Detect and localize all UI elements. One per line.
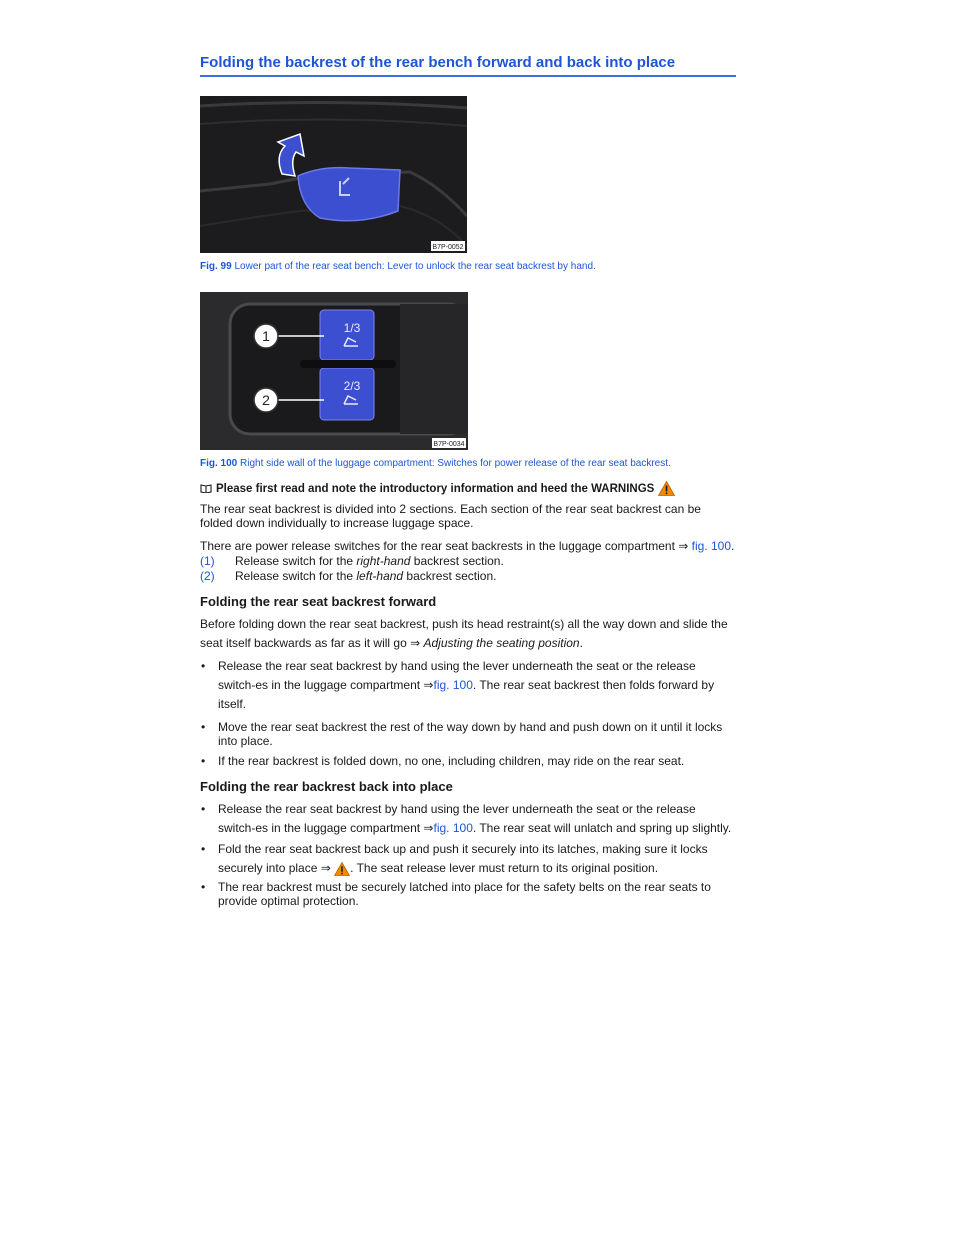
figure-99-image bbox=[200, 96, 467, 253]
figure-100-number: Fig. 100 bbox=[200, 458, 238, 469]
paragraph-switches bbox=[200, 539, 736, 553]
list-item bbox=[200, 554, 736, 568]
paragraph-sections: The rear seat backrest is divided into 2 sections. Each section of the rear seat backrest can be folded down individually to increase luggage space. bbox=[200, 502, 701, 530]
bullet-dot: • bbox=[201, 802, 206, 816]
bullet-item bbox=[200, 840, 736, 878]
bullet-item bbox=[200, 720, 736, 748]
bullet-text: If the rear backrest is folded down, no one, including children, may ride on the rear seat. bbox=[218, 754, 685, 768]
figure-99-number: Fig. 99 bbox=[200, 261, 232, 272]
figure-100-code: B7P-0034 bbox=[433, 441, 465, 448]
adjusting-seat-link[interactable]: Adjusting the seating position bbox=[423, 636, 580, 650]
warning-icon[interactable] bbox=[334, 862, 350, 876]
fig-100-link[interactable]: fig. 100 bbox=[433, 678, 473, 692]
bullet-item bbox=[200, 800, 736, 838]
page-title: Folding the backrest of the rear bench forward and back into place bbox=[200, 54, 736, 77]
figure-100-caption bbox=[200, 458, 671, 469]
main-text bbox=[200, 481, 736, 908]
list-number: (1) bbox=[200, 554, 215, 568]
figure-100-caption-text: Right side wall of the luggage compartment: Switches for power release of the rear seat backrest. bbox=[240, 458, 671, 469]
bullet-text: Release the rear seat backrest by hand using the lever underneath the seat or the release switch-es in the luggage compartment ⇒fig. 100. The rear seat will unlatch and spring up slightly. bbox=[218, 802, 732, 835]
book-icon bbox=[200, 484, 212, 493]
bullet-dot: • bbox=[201, 842, 206, 856]
section-heading-back: Folding the rear backrest back into place bbox=[200, 779, 453, 794]
paragraph-switches-end: . bbox=[731, 539, 735, 553]
warning-icon[interactable] bbox=[658, 481, 675, 496]
bullet-dot: • bbox=[201, 754, 206, 768]
callout-2: 2 bbox=[262, 392, 270, 408]
figure-100-image bbox=[200, 292, 468, 450]
list-item bbox=[200, 569, 736, 583]
bullet-text: Release the rear seat backrest by hand using the lever underneath the seat or the release switch-es in the luggage compartment ⇒fig. 100. The rear seat backrest then folds forward by itself. bbox=[218, 659, 715, 711]
section-heading-forward: Folding the rear seat backrest forward bbox=[200, 594, 437, 609]
fig-100-link[interactable]: fig. 100 bbox=[433, 821, 473, 835]
bullet-item bbox=[200, 754, 736, 768]
bullet-item bbox=[200, 880, 736, 908]
switch-2-label: 2/3 bbox=[343, 379, 361, 393]
figure-99-code: B7P-0052 bbox=[432, 244, 464, 251]
fig-100-link[interactable]: fig. 100 bbox=[691, 539, 732, 553]
bullet-text: Move the rear seat backrest the rest of the way down by hand and push down on it until it locks into place. bbox=[218, 720, 723, 748]
bullet-text: The rear backrest must be securely latched into place for the safety belts on the rear seats to provide optimal protection. bbox=[218, 880, 711, 908]
intro-text: Please first read and note the introductory information and heed the WARNINGS bbox=[216, 482, 655, 495]
figure-99-caption-text: Lower part of the rear seat bench: Lever to unlock the rear seat backrest by hand. bbox=[234, 261, 596, 272]
switch-1-label: 1/3 bbox=[343, 321, 361, 335]
bullet-dot: • bbox=[201, 659, 206, 673]
callout-1: 1 bbox=[262, 328, 270, 344]
bullet-dot: • bbox=[201, 880, 206, 894]
bullet-dot: • bbox=[201, 720, 206, 734]
bullet-text: Fold the rear seat backrest back up and push it securely into its latches, making sure it locks securely into place ⇒ . The seat release lever must return to its original position. bbox=[218, 842, 708, 875]
paragraph-before-folding: Before folding down the rear seat backrest, push its head restraint(s) all the way down and slide the seat itself backwards as far as it will go ⇒ Adjusting the seating position. bbox=[200, 617, 728, 650]
intro-note bbox=[200, 481, 736, 496]
list-text: Release switch for the left-hand backrest section. bbox=[235, 569, 497, 583]
list-text: Release switch for the right-hand backrest section. bbox=[235, 554, 504, 568]
bullet-item bbox=[200, 657, 736, 714]
paragraph-switches-text: There are power release switches for the rear seat backrests in the luggage compartment ⇒ bbox=[200, 539, 689, 553]
figure-99-caption bbox=[200, 261, 596, 272]
list-number: (2) bbox=[200, 569, 215, 583]
